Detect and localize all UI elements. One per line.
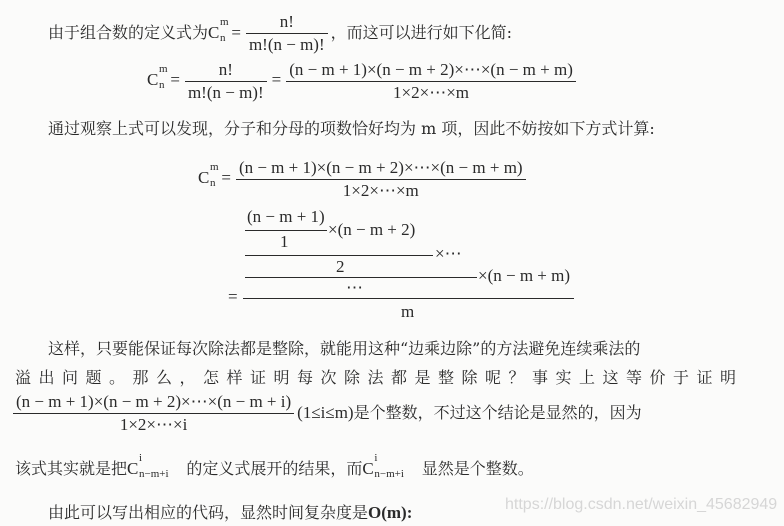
fraction-factorial: $\frac{n!}{m!(n - m)!}$ bbox=[185, 60, 267, 103]
fraction-product: $\frac{(n - m + 1)\times(n - m + 2)\times\cdots\times(n - m + m)}{1\times 2\times\cdots\times m}$ bbox=[286, 60, 576, 103]
paragraph-proof-line1 bbox=[48, 338, 640, 360]
fraction-bar-2 bbox=[245, 255, 433, 256]
fraction-bar-1 bbox=[245, 230, 327, 231]
paragraph-proof-line3 bbox=[13, 392, 642, 435]
equals-sign: = bbox=[170, 70, 180, 90]
combination-symbol-2: C i n−m+i bbox=[362, 452, 404, 480]
nested-inner-numerator: (n − m + 1) bbox=[247, 207, 325, 226]
fraction-product: $\frac{(n - m + 1)\times(n - m + 2)\times\cdots\times(n - m + m)}{1\times 2\times\cdots\times m}$ bbox=[236, 158, 526, 201]
observation-text: 通过观察上式可以发现，分子和分母的项数恰好均为 m 项，因此不妨按如下方式计算: bbox=[48, 119, 655, 138]
equation-simplification bbox=[147, 60, 579, 103]
paragraph-explanation bbox=[15, 452, 534, 480]
complexity-value: O(m): bbox=[368, 503, 413, 522]
text-suffix: ，而这可以进行如下化简: bbox=[330, 23, 513, 42]
proof-text-2: 溢出问题。那么，怎样证明每次除法都是整除呢？事实上这等价于证明 bbox=[15, 368, 744, 387]
paragraph-definition bbox=[48, 12, 512, 55]
combination-symbol-1: C i n−m+i bbox=[127, 452, 169, 480]
fraction-bar-main bbox=[243, 298, 574, 299]
equals-sign: = bbox=[221, 168, 231, 188]
combination-symbol: C m n bbox=[147, 63, 168, 92]
nested-denominator-2: 2 bbox=[336, 257, 345, 276]
paragraph-observation bbox=[48, 118, 655, 140]
watermark-url: https://blog.csdn.net/weixin_45682949 bbox=[505, 496, 778, 513]
proof-text-3: 是个整数，不过这个结论是显然的，因为 bbox=[353, 403, 642, 422]
paragraph-proof-line2 bbox=[15, 367, 744, 389]
explanation-prefix: 该式其实就是把 bbox=[15, 459, 128, 478]
nested-multiplier-2: ×⋯ bbox=[435, 244, 462, 263]
combination-symbol: C m n bbox=[208, 16, 229, 44]
text-prefix: 由于组合数的定义式为 bbox=[48, 23, 209, 42]
nested-inner-denominator: 1 bbox=[280, 232, 289, 251]
complexity-prefix: 由此可以写出相应的代码，显然时间复杂度是 bbox=[48, 503, 369, 522]
nested-multiplier-3: ×(n − m + m) bbox=[478, 266, 571, 285]
combination-symbol: C m n bbox=[198, 161, 219, 190]
nested-multiplier-1: ×(n − m + 2) bbox=[328, 220, 416, 239]
fraction-definition: $\frac{n!}{m!(n - m)!}$ bbox=[246, 12, 328, 55]
explanation-suffix: 显然是个整数。 bbox=[421, 459, 534, 478]
equation-stepwise-line1 bbox=[198, 158, 529, 201]
nested-denominator-final: m bbox=[401, 302, 415, 321]
equals-sign: = bbox=[231, 23, 241, 42]
equals-sign: = bbox=[271, 70, 282, 90]
range-condition: (1≤i≤m) bbox=[297, 403, 354, 422]
equals-sign: = bbox=[228, 287, 238, 306]
paragraph-complexity bbox=[48, 502, 412, 524]
proof-text-1: 这样，只要能保证每次除法都是整除，就能用这种“边乘边除”的方法避免连续乘法的 bbox=[48, 339, 641, 358]
fraction-partial-product: $\frac{(n - m + 1)\times(n - m + 2)\times\cdots\times(n - m + i)}{1\times 2\times\cdots\times i}$ bbox=[13, 392, 294, 435]
explanation-middle: 的定义式展开的结果，而 bbox=[186, 459, 363, 478]
nested-denominator-3: ⋯ bbox=[346, 278, 363, 297]
